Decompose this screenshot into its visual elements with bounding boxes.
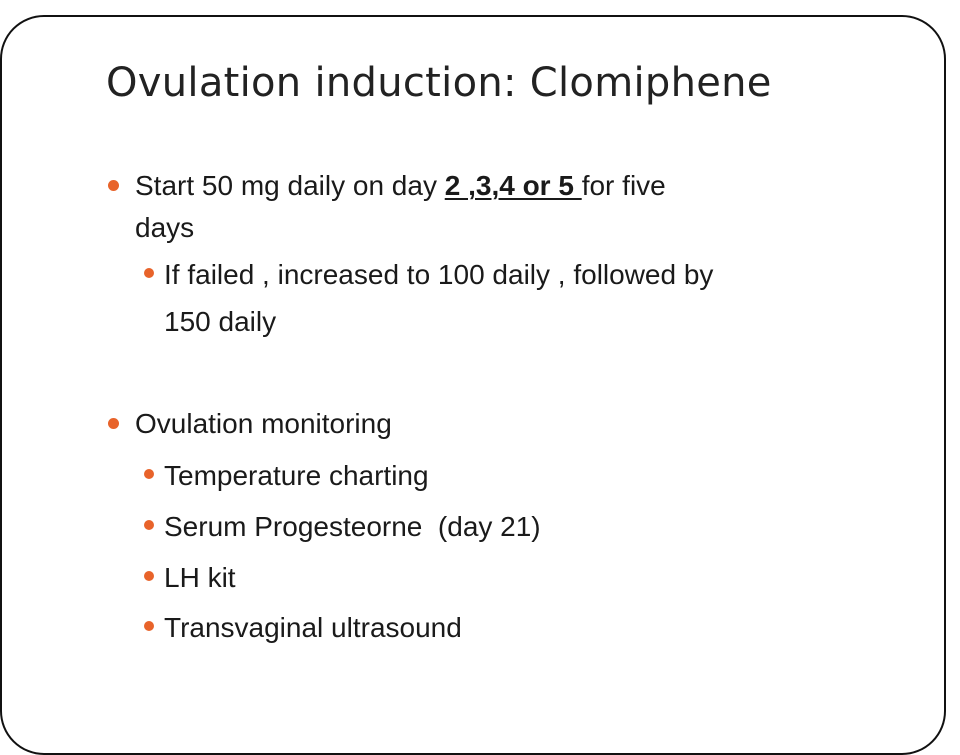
bullet-start-dose-suffix: for five bbox=[581, 170, 666, 201]
sub-bullet-dot-icon bbox=[144, 268, 154, 278]
sub-bullet-temperature: Temperature charting bbox=[164, 460, 429, 491]
bullet-start-dose bbox=[135, 169, 895, 202]
bullet-ovulation-monitoring: Ovulation monitoring bbox=[135, 408, 392, 439]
sub-bullet-progesterone: Serum Progesteorne (day 21) bbox=[164, 511, 541, 542]
slide-title: Ovulation induction: Clomiphene bbox=[106, 60, 772, 106]
bullet-dot-icon bbox=[108, 180, 119, 191]
sub-bullet-ultrasound: Transvaginal ultrasound bbox=[164, 612, 462, 643]
sub-bullet-dot-icon bbox=[144, 469, 154, 479]
sub-bullet-dot-icon bbox=[144, 520, 154, 530]
sub-bullet-if-failed: If failed , increased to 100 daily , followed by bbox=[164, 259, 714, 290]
sub-bullet-dot-icon bbox=[144, 571, 154, 581]
bullet-dot-icon bbox=[108, 418, 119, 429]
bullet-start-dose-days: 2 ,3,4 or 5 bbox=[444, 170, 582, 201]
sub-bullet-if-failed-line2: 150 daily bbox=[164, 306, 277, 337]
bullet-start-dose-line2: days bbox=[135, 212, 195, 243]
sub-bullet-dot-icon bbox=[144, 621, 154, 631]
bullet-start-dose-prefix: Start 50 mg daily on day bbox=[135, 170, 445, 201]
sub-bullet-lh-kit: LH kit bbox=[164, 562, 236, 593]
